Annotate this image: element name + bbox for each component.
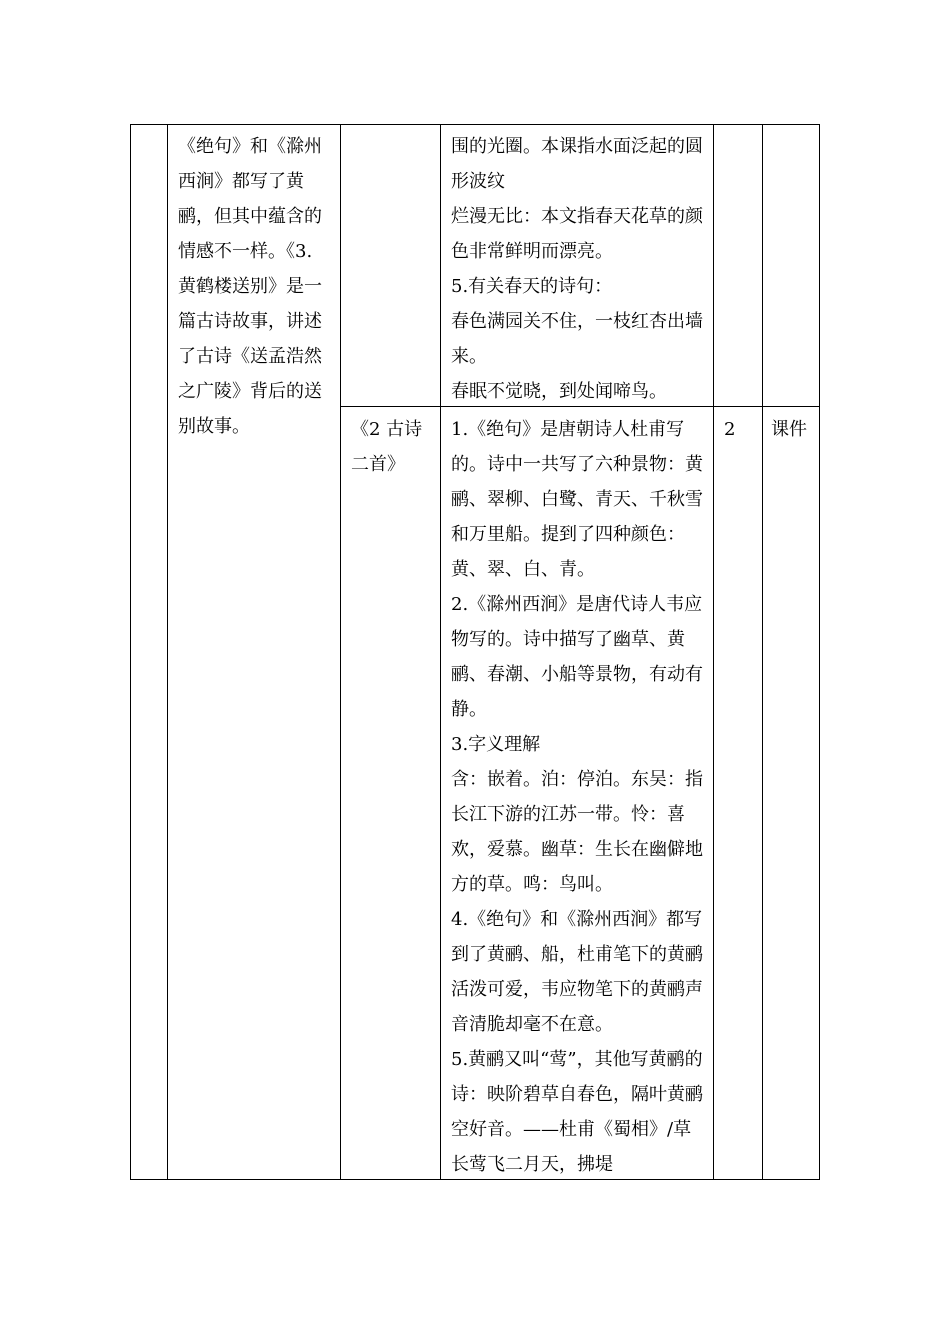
content-line: 春色满园关不住，一枝红杏出墙来。 bbox=[451, 311, 703, 367]
content-line: 烂漫无比：本文指春天花草的颜色非常鲜明而漂亮。 bbox=[451, 206, 703, 262]
unit-intro-text: 《绝句》和《滁州西涧》都写了黄鹂，但其中蕴含的情感不一样。《3.黄鹤楼送别》是一篇古诗故事，讲述了古诗《送孟浩然之广陵》背后的送别故事。 bbox=[178, 136, 322, 437]
content-paragraph: 1.《绝句》是唐朝诗人杜甫写的。诗中一共写了六种景物：黄鹂、翠柳、白鹭、青天、千秋雪和万里船。提到了四种颜色：黄、翠、白、青。 bbox=[451, 419, 703, 580]
content-paragraph: 3.字义理解 bbox=[451, 734, 541, 755]
cell-row2-content bbox=[441, 412, 713, 1179]
content-paragraph: 5.黄鹂又叫“莺”，其他写黄鹂的诗：映阶碧草自春色，隔叶黄鹂空好音。——杜甫《蜀相》/草长莺飞二月天，拂堤 bbox=[451, 1049, 703, 1175]
cell-resource bbox=[763, 412, 819, 1172]
content-paragraph: 2.《滁州西涧》是唐代诗人韦应物写的。诗中描写了幽草、黄鹂、春潮、小船等景物，有动有静。 bbox=[451, 594, 703, 720]
cell-class-hours bbox=[714, 412, 762, 1172]
class-hours: 2 bbox=[724, 419, 736, 440]
cell-unit-intro bbox=[168, 129, 340, 1174]
table-border-right bbox=[819, 124, 820, 1180]
table-border-left bbox=[130, 124, 131, 1180]
table-border-top bbox=[130, 124, 820, 125]
row-divider bbox=[340, 406, 820, 407]
lesson-plan-table bbox=[130, 124, 820, 1180]
content-line: 围的光圈。本课指水面泛起的圆形波纹 bbox=[451, 136, 703, 192]
content-line: 5.有关春天的诗句： bbox=[451, 276, 613, 297]
cell-lesson-title bbox=[341, 412, 440, 1172]
lesson-title: 《2 古诗二首》 bbox=[351, 419, 423, 475]
table-border-bottom bbox=[130, 1179, 820, 1180]
content-paragraph: 含：嵌着。泊：停泊。东吴：指长江下游的江苏一带。怜：喜欢，爱慕。幽草：生长在幽僻地方的草。鸣：鸟叫。 bbox=[451, 769, 703, 895]
content-paragraph: 4.《绝句》和《滁州西涧》都写到了黄鹂、船，杜甫笔下的黄鹂活泼可爱，韦应物笔下的黄鹂声音清脆却毫不在意。 bbox=[451, 909, 703, 1035]
cell-row1-content bbox=[441, 129, 713, 405]
content-line: 春眠不觉晓，到处闻啼鸟。 bbox=[451, 381, 667, 402]
resource-label: 课件 bbox=[771, 419, 807, 440]
